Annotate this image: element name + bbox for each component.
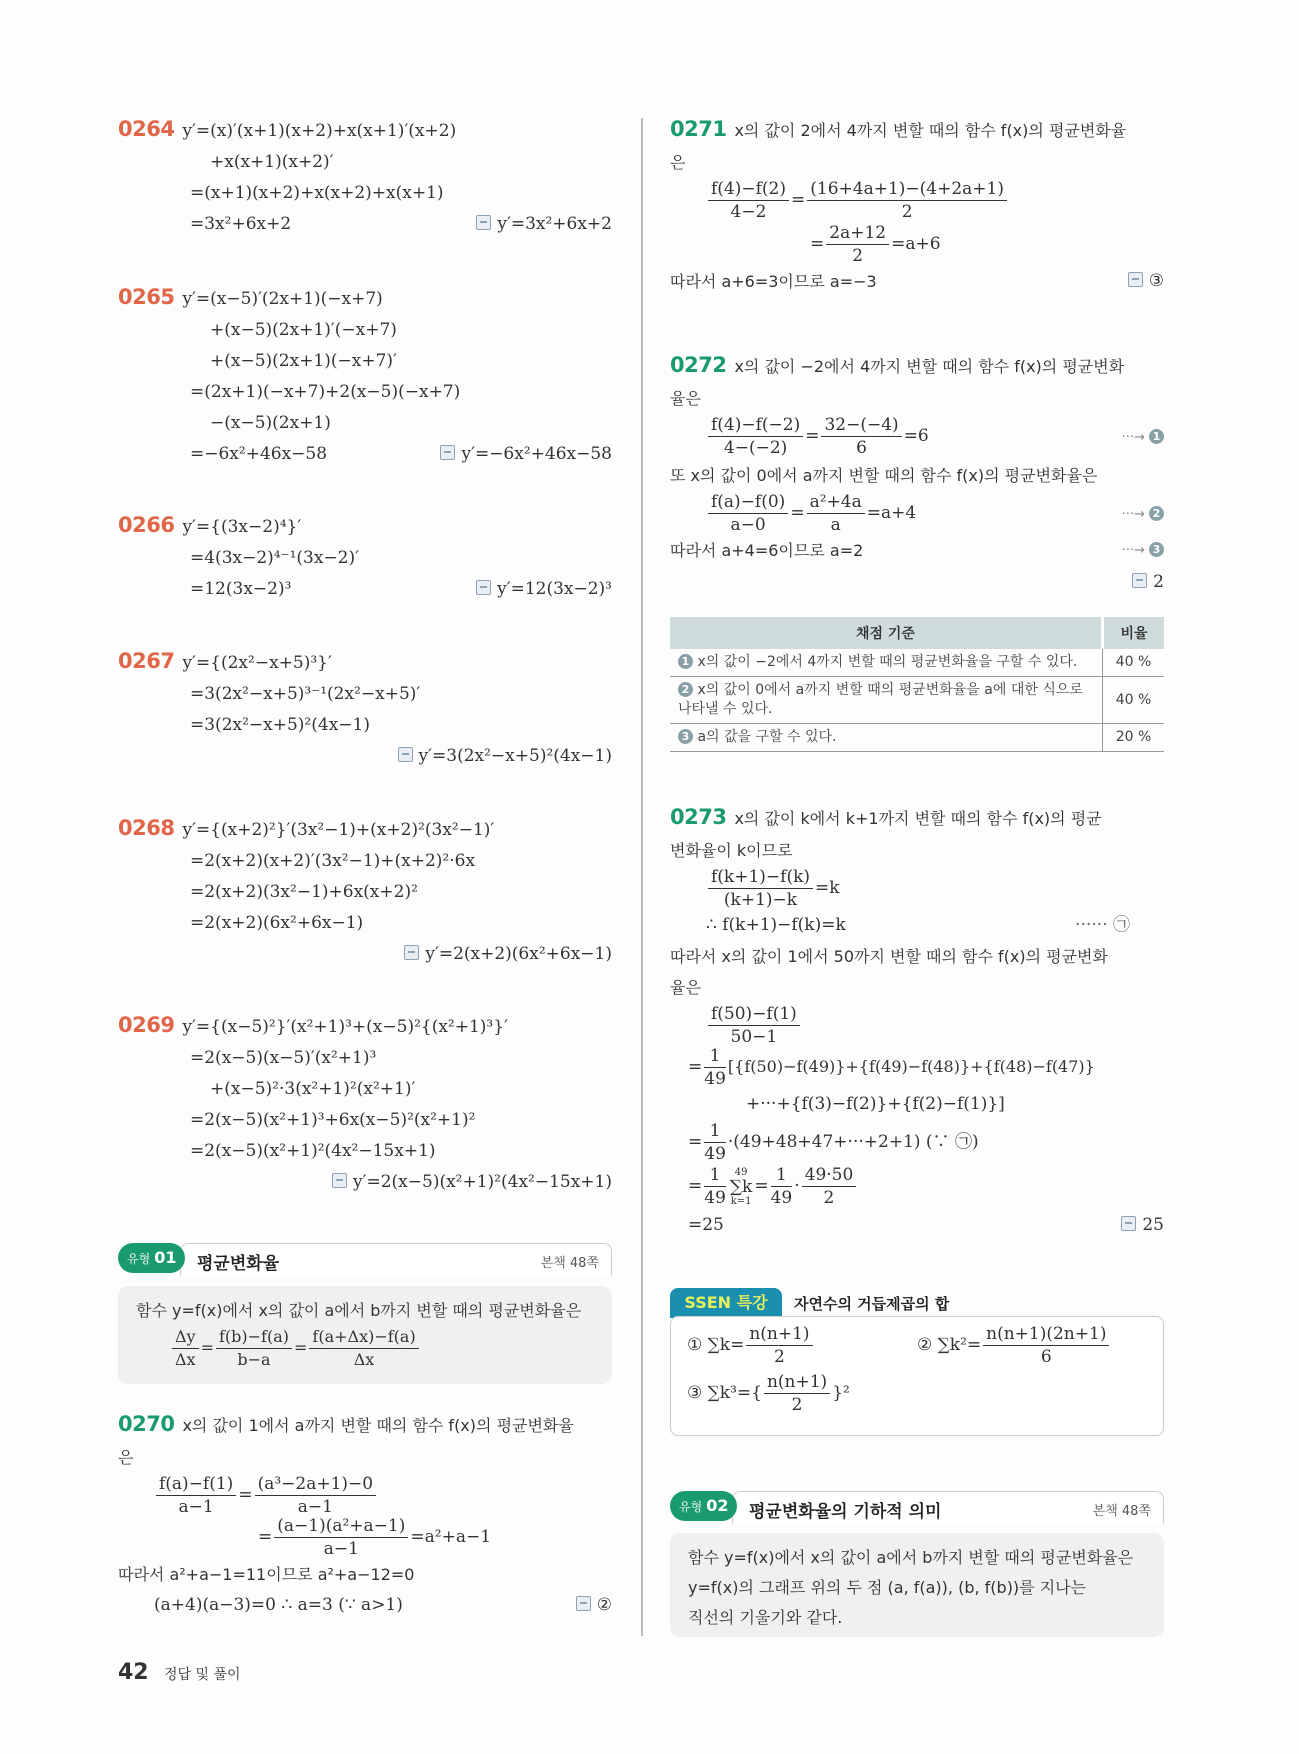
answer-text: y′=2(x−5)(x²+1)²(4x²−15x+1) xyxy=(353,1172,612,1192)
fraction xyxy=(821,414,901,459)
problem-0273 xyxy=(670,802,1164,1241)
solution-line: y′={(x+2)²}′(3x²−1)+(x+2)²(3x²−1)′ xyxy=(182,820,495,840)
equals: = xyxy=(754,1176,769,1196)
solution-text: =k xyxy=(815,878,840,898)
solution-line: =2(x−5)(x²+1)³+6x(x−5)²(x²+1)² xyxy=(190,1110,476,1130)
solution-line: [{f(50)−f(49)}+{f(49)−f(48)}+{f(48)−f(47)} xyxy=(727,1057,1095,1076)
answer xyxy=(332,1167,612,1198)
fraction xyxy=(704,1164,726,1209)
answer-icon xyxy=(440,445,455,460)
type-title: 평균변화율의 기하적 의미 xyxy=(749,1502,942,1522)
type-page-ref: 본책 48쪽 xyxy=(1092,1504,1151,1519)
problem-text: x의 값이 2에서 4까지 변할 때의 함수 f(x)의 평균변화율 xyxy=(734,121,1127,140)
numerator: 2a+12 xyxy=(826,222,889,245)
solution-line: +x(x+1)(x+2)′ xyxy=(210,152,334,172)
type-title: 평균변화율 xyxy=(197,1254,280,1274)
solution-line: +···+{f(3)−f(2)}+{f(2)−f(1)}] xyxy=(746,1094,1005,1114)
fraction xyxy=(309,1326,418,1371)
denominator: a−1 xyxy=(297,1497,333,1517)
answer-text: 25 xyxy=(1142,1215,1164,1235)
solution-text: =a+4 xyxy=(866,503,917,523)
fraction xyxy=(807,178,1007,223)
dot: · xyxy=(794,1176,800,1196)
denominator: 49 xyxy=(704,1069,726,1089)
numerator: 1 xyxy=(704,1045,726,1068)
summary-line: y=f(x)의 그래프 위의 두 점 (a, f(a)), (b, f(b))를 지나는 xyxy=(688,1578,1087,1597)
denominator: Δx xyxy=(353,1350,375,1369)
sum-limits xyxy=(730,1167,752,1207)
step-1-icon: 1 xyxy=(1149,429,1164,444)
ssen-tag: SSEN 특강 xyxy=(670,1288,782,1318)
fraction xyxy=(216,1326,292,1371)
answer xyxy=(398,741,612,772)
problem-0271 xyxy=(670,114,1164,298)
type-title-box xyxy=(180,1243,612,1276)
solution-line: =3(2x²−x+5)²(4x−1) xyxy=(190,715,370,735)
denominator: 50−1 xyxy=(730,1027,778,1047)
problem-0266 xyxy=(118,510,612,605)
numerator: Δy xyxy=(172,1326,199,1349)
solution-line: +(x−5)²·3(x²+1)²(x²+1)′ xyxy=(210,1079,416,1099)
type-01-header xyxy=(118,1243,612,1275)
table-row xyxy=(670,649,1164,677)
type-badge xyxy=(118,1243,185,1273)
numerator: n(n+1) xyxy=(746,1323,812,1346)
problem-number: 0271 xyxy=(670,117,727,141)
footer-label: 정답 및 풀이 xyxy=(164,1667,241,1683)
numerator: f(a+Δx)−f(a) xyxy=(309,1326,418,1349)
solution-line: =2(x−5)(x²+1)²(4x²−15x+1) xyxy=(190,1141,436,1161)
solution-line: =2(x+2)(3x²−1)+6x(x+2)² xyxy=(190,882,418,902)
table-header: 채점 기준 xyxy=(670,617,1103,649)
fraction xyxy=(708,491,788,536)
denominator: a−1 xyxy=(178,1497,214,1517)
summary-line: 직선의 기울기와 같다. xyxy=(688,1608,843,1627)
solution-line: =(x+1)(x+2)+x(x+2)+x(x+1) xyxy=(190,183,444,203)
ssen-special-box xyxy=(670,1288,1164,1436)
solution-line: =2(x+2)(6x²+6x−1) xyxy=(190,913,364,933)
solution-line: 따라서 a+6=3이므로 a=−3 xyxy=(670,272,877,291)
answer xyxy=(476,209,612,240)
ssen-title: 자연수의 거듭제곱의 합 xyxy=(794,1295,950,1313)
equals: = xyxy=(688,1132,703,1152)
equals: = xyxy=(791,190,806,210)
solution-line: =2(x−5)(x−5)′(x²+1)³ xyxy=(190,1048,377,1068)
fraction xyxy=(274,1515,408,1560)
answer-text: 2 xyxy=(1153,572,1164,592)
summary-line: 함수 y=f(x)에서 x의 값이 a에서 b까지 변할 때의 평균변화율은 xyxy=(688,1548,1134,1567)
type-title-box xyxy=(732,1491,1164,1524)
fraction xyxy=(826,222,889,267)
fraction xyxy=(255,1473,377,1518)
answer-icon xyxy=(1132,573,1147,588)
fraction xyxy=(708,178,789,223)
formula-3: ③ ∑k³={ xyxy=(687,1383,762,1403)
step-arrow: ···→ xyxy=(1121,430,1145,445)
solution-line: (a+4)(a−3)=0 ∴ a=3 (∵ a>1) xyxy=(154,1595,403,1615)
solution-line: 따라서 a+4=6이므로 a=2 xyxy=(670,541,864,560)
formula-3-end: }² xyxy=(832,1383,850,1403)
sum-symbol: ∑k xyxy=(729,1176,753,1197)
solution-line: =12(3x−2)³ xyxy=(190,579,292,599)
problem-text: x의 값이 1에서 a까지 변할 때의 함수 f(x)의 평균변화율 xyxy=(182,1416,574,1435)
equals: = xyxy=(294,1338,308,1357)
denominator: 2 xyxy=(774,1347,785,1367)
problem-number: 0264 xyxy=(118,117,175,141)
denominator: a−0 xyxy=(730,515,766,535)
solution-line: y′={(2x²−x+5)³}′ xyxy=(182,653,332,673)
table-row xyxy=(670,724,1164,752)
problem-text: x의 값이 −2에서 4까지 변할 때의 함수 f(x)의 평균변화 xyxy=(734,357,1125,376)
answer-icon xyxy=(476,215,491,230)
problem-number: 0272 xyxy=(670,353,727,377)
summary-formula xyxy=(118,1326,612,1371)
problem-number: 0267 xyxy=(118,649,175,673)
column-divider xyxy=(641,118,643,1636)
type-01-summary xyxy=(118,1286,612,1384)
numerator: f(4)−f(2) xyxy=(708,178,789,201)
solution-line: +(x−5)(2x+1)′(−x+7) xyxy=(210,320,397,340)
fraction xyxy=(746,1323,812,1368)
problem-number: 0268 xyxy=(118,816,175,840)
answer xyxy=(1121,1210,1164,1241)
answer-text: y′=12(3x−2)³ xyxy=(497,579,612,599)
step-2-icon: 2 xyxy=(678,682,693,697)
numerator: f(k+1)−f(k) xyxy=(708,866,813,889)
solution-line: +(x−5)(2x+1)(−x+7)′ xyxy=(210,351,397,371)
answer xyxy=(1132,567,1164,598)
problem-text: 변화율이 k이므로 xyxy=(670,841,793,860)
problem-number: 0273 xyxy=(670,805,727,829)
denominator: 2 xyxy=(823,1188,835,1208)
solution-line: 따라서 x의 값이 1에서 50까지 변할 때의 함수 f(x)의 평균변화 xyxy=(670,947,1108,966)
page-number: 42 xyxy=(118,1660,149,1685)
type-page-ref: 본책 48쪽 xyxy=(540,1256,599,1271)
step-3-icon: 3 xyxy=(678,729,693,744)
denominator: (k+1)−k xyxy=(723,890,798,910)
problem-0268 xyxy=(118,813,612,970)
answer-icon xyxy=(476,580,491,595)
numerator: 49·50 xyxy=(802,1164,857,1187)
ratio: 20 % xyxy=(1103,724,1165,752)
equals: = xyxy=(688,1176,703,1196)
fraction xyxy=(983,1323,1109,1368)
problem-0264 xyxy=(118,114,612,240)
step-marker xyxy=(1122,535,1164,566)
fraction xyxy=(764,1371,830,1416)
formula-2: ② ∑k²= xyxy=(917,1335,982,1355)
answer xyxy=(440,439,612,470)
criterion-text: x의 값이 0에서 a까지 변할 때의 평균변화율을 a에 대한 식으로 나타낼 수 있다. xyxy=(678,682,1083,717)
step-marker xyxy=(1122,499,1164,530)
numerator: f(b)−f(a) xyxy=(216,1326,292,1349)
summary-text: 함수 y=f(x)에서 x의 값이 a에서 b까지 변할 때의 평균변화율은 xyxy=(136,1301,582,1320)
solution-line: y′=(x)′(x+1)(x+2)+x(x+1)′(x+2) xyxy=(182,121,457,141)
problem-text: 은 xyxy=(118,1448,134,1467)
solution-line: =4(3x−2)⁴⁻¹(3x−2)′ xyxy=(190,548,359,568)
problem-text: 은 xyxy=(670,153,686,172)
answer-icon xyxy=(1121,1216,1136,1231)
criterion-text: x의 값이 −2에서 4까지 변할 때의 평균변화율을 구할 수 있다. xyxy=(697,654,1078,670)
denominator: 6 xyxy=(1040,1347,1052,1367)
answer xyxy=(476,574,612,605)
criterion-text: a의 값을 구할 수 있다. xyxy=(697,729,837,745)
solution-line: =3(2x²−x+5)³⁻¹(2x²−x+5)′ xyxy=(190,684,421,704)
equals: = xyxy=(258,1527,273,1547)
solution-line: y′=(x−5)′(2x+1)(−x+7) xyxy=(182,289,383,309)
step-3-icon: 3 xyxy=(1149,542,1164,557)
answer xyxy=(576,1590,612,1621)
solution-line: 또 x의 값이 0에서 a까지 변할 때의 함수 f(x)의 평균변화율은 xyxy=(670,466,1098,485)
numerator: 1 xyxy=(771,1164,793,1187)
answer-icon xyxy=(398,747,413,762)
denominator: 49 xyxy=(704,1144,726,1164)
denominator: 49 xyxy=(704,1188,726,1208)
step-2-icon: 2 xyxy=(1149,506,1164,521)
problem-0272 xyxy=(670,350,1164,598)
step-marker xyxy=(1122,422,1164,453)
badge-label: 유형 xyxy=(127,1252,151,1266)
ratio: 40 % xyxy=(1103,677,1165,724)
fraction xyxy=(807,491,865,536)
badge-label: 유형 xyxy=(679,1500,703,1514)
problem-0270 xyxy=(118,1409,612,1621)
sum-upper: 49 xyxy=(734,1166,748,1178)
answer-text: ③ xyxy=(1148,271,1164,291)
fraction xyxy=(771,1164,793,1209)
problem-text: 율은 xyxy=(670,389,701,408)
answer-icon xyxy=(332,1173,347,1188)
step-1-icon: 1 xyxy=(678,654,693,669)
solution-line: =25 xyxy=(688,1215,724,1235)
type-02-header xyxy=(670,1491,1164,1523)
answer-text: y′=3(2x²−x+5)²(4x−1) xyxy=(418,746,612,766)
ratio: 40 % xyxy=(1103,649,1165,677)
numerator: (a³−2a+1)−0 xyxy=(255,1473,377,1496)
solution-line: =2(x+2)(x+2)′(3x²−1)+(x+2)²·6x xyxy=(190,851,476,871)
denominator: 49 xyxy=(770,1188,793,1208)
fraction xyxy=(708,1003,800,1048)
numerator: 32−(−4) xyxy=(821,414,901,437)
solution-line: 따라서 a²+a−1=11이므로 a²+a−12=0 xyxy=(118,1565,415,1584)
problem-number: 0266 xyxy=(118,513,175,537)
numerator: f(4)−f(−2) xyxy=(708,414,803,437)
solution-line: ∴ f(k+1)−f(k)=k xyxy=(706,915,846,935)
problem-number: 0270 xyxy=(118,1412,175,1436)
equals: = xyxy=(688,1057,703,1077)
ssen-formulas xyxy=(670,1316,1164,1436)
numerator: 1 xyxy=(704,1120,726,1143)
formula-1: ① ∑k= xyxy=(687,1335,745,1355)
denominator: a xyxy=(830,515,841,535)
answer-text: y′=3x²+6x+2 xyxy=(497,214,612,234)
table-row xyxy=(670,677,1164,724)
answer-icon xyxy=(576,1596,591,1611)
solution-text: =6 xyxy=(903,426,929,446)
solution-line: 율은 xyxy=(670,978,701,997)
fraction xyxy=(172,1326,199,1371)
equals: = xyxy=(805,426,820,446)
problem-0267 xyxy=(118,646,612,772)
numerator: 1 xyxy=(704,1164,726,1187)
solution-line: =−6x²+46x−58 xyxy=(190,444,328,464)
solution-line: y′={(3x−2)⁴}′ xyxy=(182,517,302,537)
numerator: n(n+1) xyxy=(764,1371,830,1394)
solution-text: =a+6 xyxy=(891,234,941,254)
denominator: 2 xyxy=(791,1395,803,1415)
denominator: 4−(−2) xyxy=(723,438,788,458)
answer-text: ② xyxy=(596,1595,612,1615)
sum-lower: k=1 xyxy=(730,1195,752,1207)
badge-number: 02 xyxy=(706,1496,729,1515)
type-badge xyxy=(670,1491,737,1521)
table-header: 비율 xyxy=(1103,617,1165,649)
denominator: 6 xyxy=(856,438,867,458)
numerator: (16+4a+1)−(4+2a+1) xyxy=(807,178,1007,201)
equals: = xyxy=(790,503,805,523)
solution-line: =3x²+6x+2 xyxy=(190,214,292,234)
problem-text: x의 값이 k에서 k+1까지 변할 때의 함수 f(x)의 평균 xyxy=(734,809,1102,828)
answer xyxy=(404,939,612,970)
numerator: n(n+1)(2n+1) xyxy=(983,1323,1109,1346)
solution-line: ·(49+48+47+···+2+1) (∵ ㉠) xyxy=(727,1132,979,1152)
denominator: b−a xyxy=(237,1350,271,1369)
solution-line: y′={(x−5)²}′(x²+1)³+(x−5)²{(x²+1)³}′ xyxy=(182,1017,508,1037)
answer xyxy=(1128,266,1164,297)
answer-text: y′=2(x+2)(6x²+6x−1) xyxy=(425,944,612,964)
fraction xyxy=(802,1164,857,1209)
problem-0269 xyxy=(118,1010,612,1198)
problem-number: 0269 xyxy=(118,1013,175,1037)
step-arrow: ···→ xyxy=(1121,507,1145,522)
denominator: 2 xyxy=(901,202,913,222)
fraction xyxy=(708,866,813,911)
badge-number: 01 xyxy=(154,1248,177,1267)
page-footer xyxy=(118,1660,241,1685)
problem-0265 xyxy=(118,282,612,470)
denominator: 2 xyxy=(852,246,864,266)
step-arrow: ···→ xyxy=(1121,543,1145,558)
denominator: 4−2 xyxy=(730,202,767,222)
equation-mark: ······ ㉠ xyxy=(1075,915,1130,935)
numerator: f(50)−f(1) xyxy=(708,1003,800,1026)
solution-line: =(2x+1)(−x+7)+2(x−5)(−x+7) xyxy=(190,382,461,402)
answer-text: y′=−6x²+46x−58 xyxy=(461,444,612,464)
fraction xyxy=(704,1045,726,1090)
equals: = xyxy=(200,1338,214,1357)
solution-line: −(x−5)(2x+1) xyxy=(210,413,331,433)
fraction xyxy=(156,1473,236,1518)
numerator: f(a)−f(0) xyxy=(708,491,788,514)
fraction xyxy=(708,414,803,459)
type-02-summary xyxy=(670,1533,1164,1637)
equals: = xyxy=(238,1485,253,1505)
denominator: Δx xyxy=(175,1350,196,1369)
equals: = xyxy=(810,234,825,254)
numerator: (a−1)(a²+a−1) xyxy=(274,1515,408,1538)
answer-icon xyxy=(404,945,419,960)
answer-icon xyxy=(1128,272,1143,287)
grading-table xyxy=(670,617,1164,752)
numerator: f(a)−f(1) xyxy=(156,1473,236,1496)
fraction xyxy=(704,1120,726,1165)
numerator: a²+4a xyxy=(807,491,865,514)
problem-number: 0265 xyxy=(118,285,175,309)
denominator: a−1 xyxy=(323,1539,359,1559)
solution-text: =a²+a−1 xyxy=(410,1527,492,1547)
